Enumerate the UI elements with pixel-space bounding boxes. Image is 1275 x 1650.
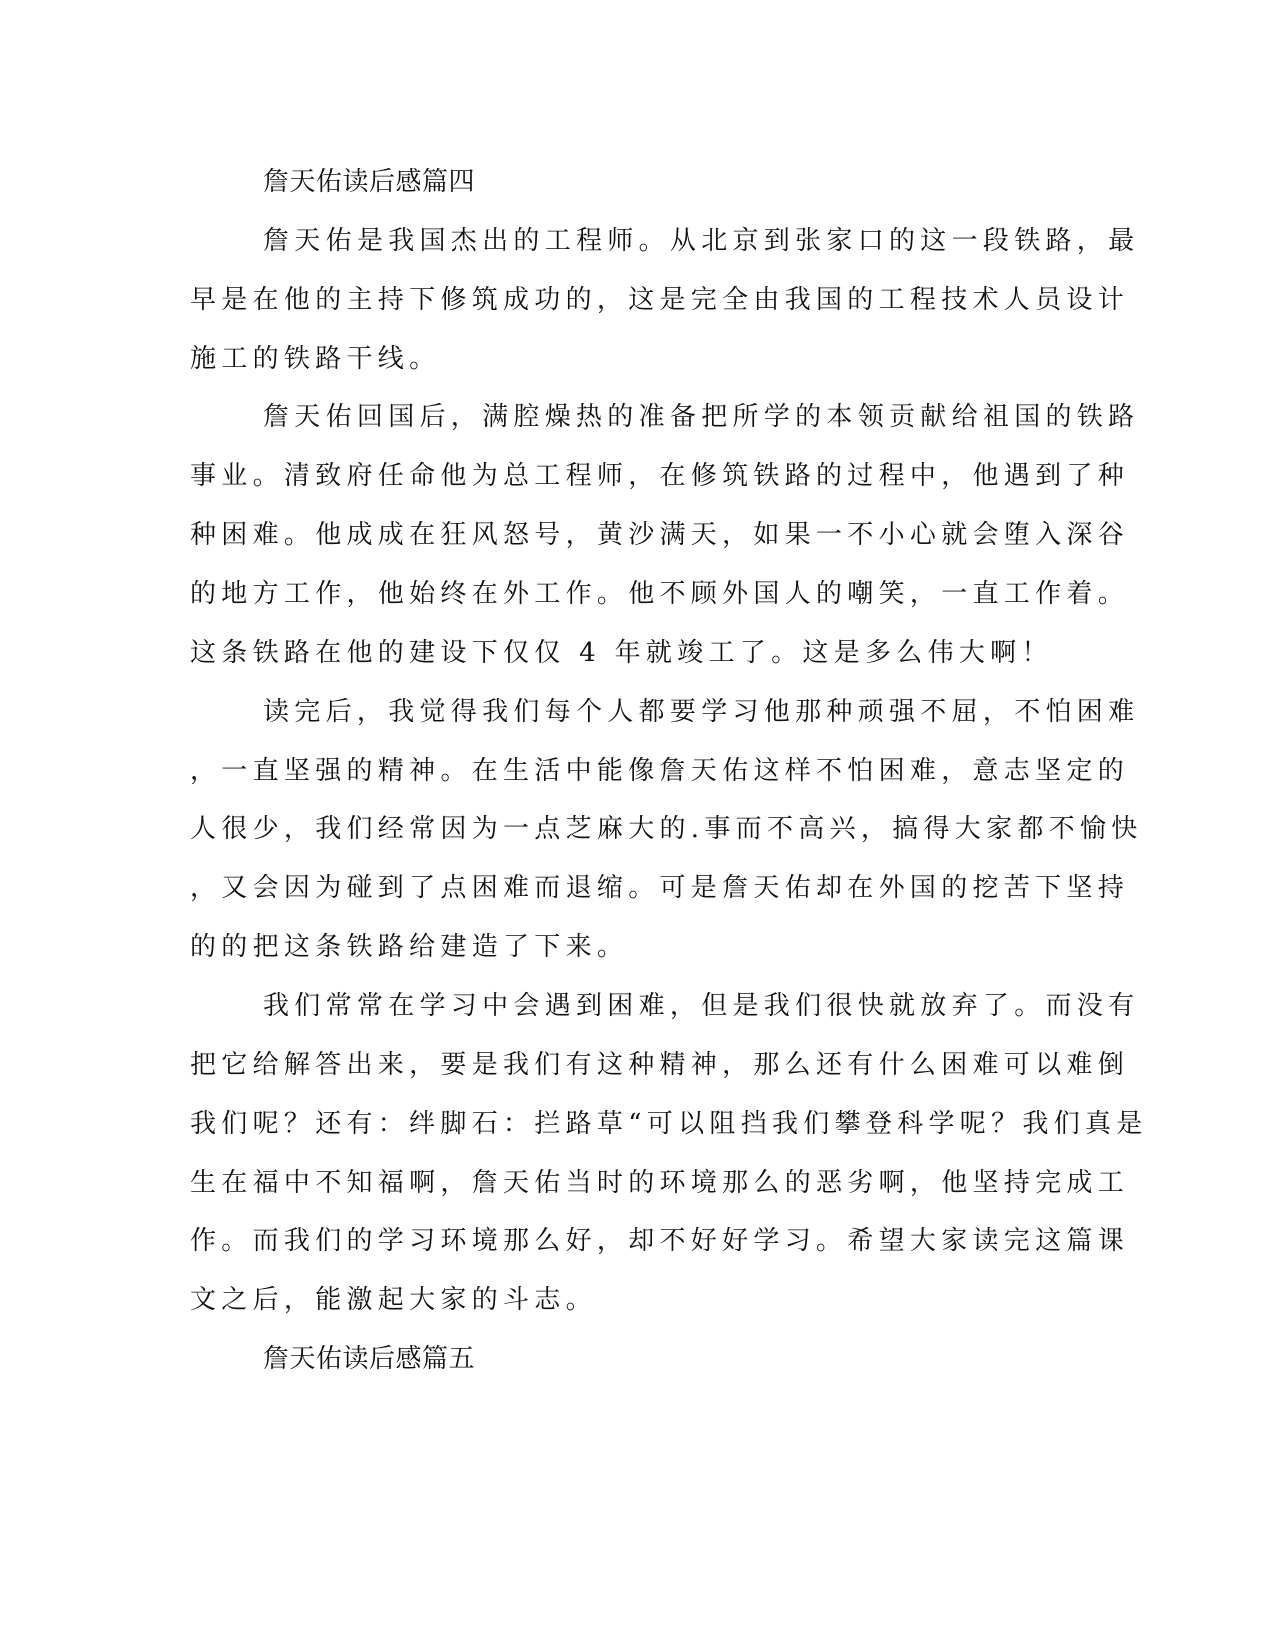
paragraph-line: 的的把这条铁路给建造了下来。 <box>190 932 629 962</box>
paragraph-line: 这条铁路在他的建设下仅仅 4 年就竣工了。这是多么伟大啊！ <box>190 638 1053 668</box>
paragraph-line: 文之后，能激起大家的斗志。 <box>190 1285 597 1315</box>
paragraph-line: 事业。清致府任命他为总工程师，在修筑铁路的过程中，他遇到了种 <box>190 461 1130 491</box>
paragraph-line: ，一直坚强的精神。在生活中能像詹天佑这样不怕困难，意志坚定的 <box>190 756 1130 786</box>
paragraph-line: 人很少，我们经常因为一点芝麻大的.事而不高兴，搞得大家都不愉快 <box>190 814 1143 844</box>
paragraph-line: 詹天佑是我国杰出的工程师。从北京到张家口的这一段铁路，最 <box>263 226 1140 256</box>
paragraph-line: 我们呢？还有：绊脚石：拦路草“可以阻挡我们攀登科学呢？我们真是 <box>190 1109 1148 1139</box>
paragraph-line: 把它给解答出来，要是我们有这种精神，那么还有什么困难可以难倒 <box>190 1050 1130 1080</box>
section-heading-5: 詹天佑读后感篇五 <box>263 1344 476 1374</box>
paragraph-line: 的地方工作，他始终在外工作。他不顾外国人的嘲笑，一直工作着。 <box>190 579 1130 609</box>
paragraph-line: 种困难。他成成在狂风怒号，黄沙满天，如果一不小心就会堕入深谷 <box>190 520 1130 550</box>
paragraph-line: 我们常常在学习中会遇到困难，但是我们很快就放弃了。而没有 <box>263 991 1140 1021</box>
paragraph-line: 施工的铁路干线。 <box>190 344 441 374</box>
section-heading-4: 詹天佑读后感篇四 <box>263 167 476 197</box>
paragraph-line: 早是在他的主持下修筑成功的，这是完全由我国的工程技术人员设计 <box>190 285 1130 315</box>
paragraph-line: 生在福中不知福啊，詹天佑当时的环境那么的恶劣啊，他坚持完成工 <box>190 1168 1130 1198</box>
paragraph-line: 读完后，我觉得我们每个人都要学习他那种顽强不屈，不怕困难 <box>263 697 1140 727</box>
paragraph-line: 作。而我们的学习环境那么好，却不好好学习。希望大家读完这篇课 <box>190 1226 1130 1256</box>
paragraph-line: ，又会因为碰到了点困难而退缩。可是詹天佑却在外国的挖苦下坚持 <box>190 873 1130 903</box>
paragraph-line: 詹天佑回国后，满腔燥热的准备把所学的本领贡献给祖国的铁路 <box>263 402 1140 432</box>
